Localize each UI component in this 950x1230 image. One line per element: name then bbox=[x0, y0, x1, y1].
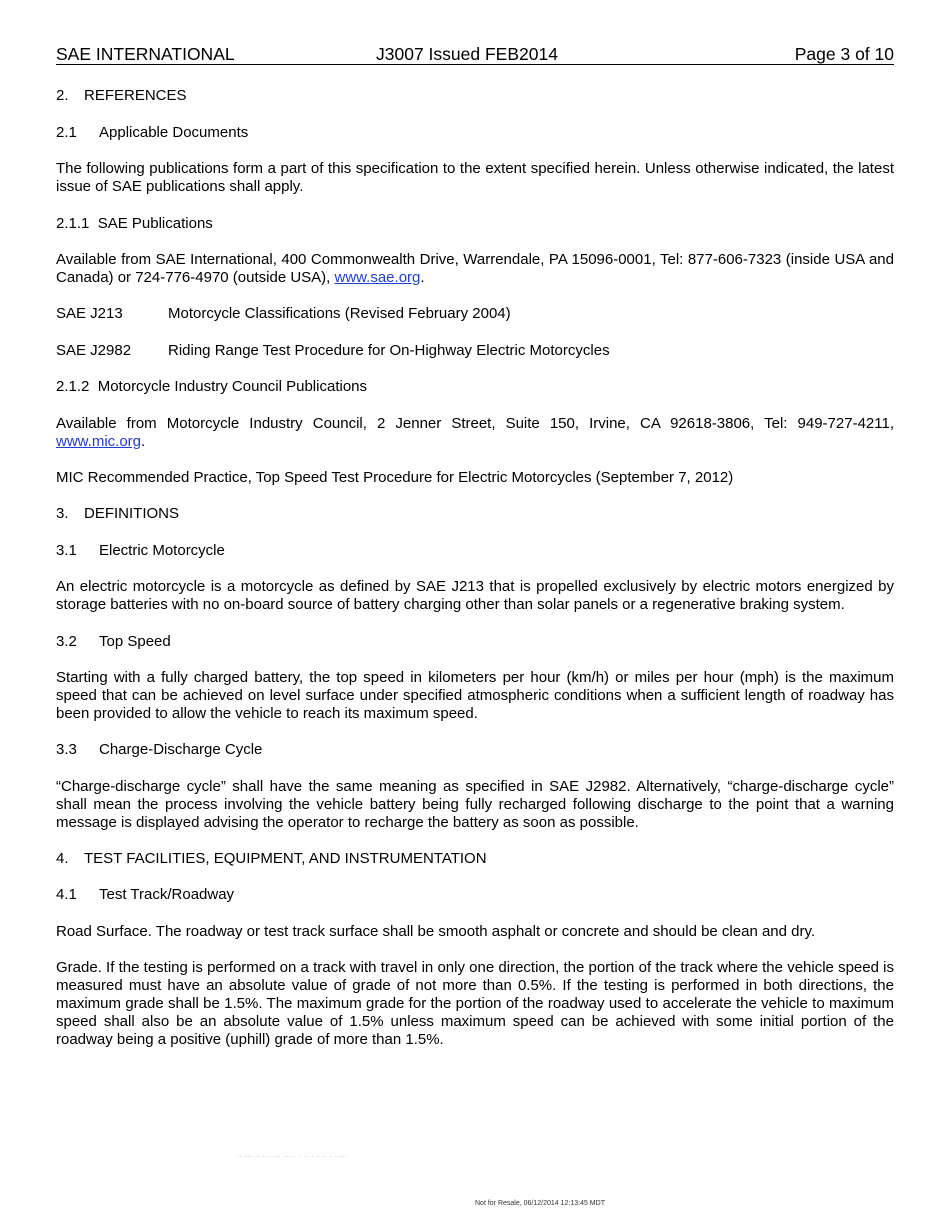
section-3-heading bbox=[56, 505, 179, 523]
header-page-number: Page 3 of 10 bbox=[794, 44, 894, 64]
section-2-1-2-heading bbox=[56, 378, 367, 396]
footer-watermark: -- --- -- ---- -- ----- - -- - - -- - - --- bbox=[237, 1154, 349, 1160]
section-3-3-heading bbox=[56, 741, 262, 759]
section-title: TEST FACILITIES, EQUIPMENT, AND INSTRUMENTATION bbox=[84, 850, 487, 867]
section-number: 2.1.2 bbox=[56, 378, 90, 395]
section-number: 3.3 bbox=[56, 741, 77, 758]
section-title: Applicable Documents bbox=[99, 124, 249, 141]
section-2-1-2-body bbox=[56, 415, 894, 451]
section-3-2-heading bbox=[56, 633, 171, 651]
section-3-1-heading bbox=[56, 542, 225, 560]
mic-website-link[interactable]: www.mic.org bbox=[56, 433, 142, 450]
grade-paragraph: Grade. If the testing is performed on a track with travel in only one direction, the portion of the track where the vehicle speed is measured must have an absolute value of grade of not more than 0.5%. If the testing is performed in both directions, the maximum grade shall be 1.5%. The maximum grade for the portion of the roadway used to accelerate the vehicle to maximum speed shall also be an absolute value of 1.5% unless maximum speed can be achieved with some initial portion of the roadway being a positive (uphill) grade of more than 1.5%. bbox=[56, 959, 894, 1048]
body-text-end: . bbox=[420, 269, 425, 286]
body-text: Available from Motorcycle Industry Council, 2 Jenner Street, Suite 150, Irvine, CA 92618-3806, Tel: 949-727-4211, bbox=[56, 415, 894, 432]
section-3-3-body: “Charge-discharge cycle” shall have the same meaning as specified in SAE J2982. Alternatively, “charge-discharge cycle” shall mean the process involving the vehicle battery being fully recharged following discharge to the point that a warning message is displayed advising the operator to recharge the battery as soon as possible. bbox=[56, 778, 894, 831]
section-4-1-heading bbox=[56, 886, 234, 904]
section-title: Charge-Discharge Cycle bbox=[99, 741, 263, 758]
section-number: 3.2 bbox=[56, 633, 77, 650]
section-number: 4. bbox=[56, 850, 69, 867]
header-org: SAE INTERNATIONAL bbox=[56, 44, 235, 64]
reference-sae-j2982 bbox=[56, 342, 610, 360]
section-title: REFERENCES bbox=[84, 87, 187, 104]
page-header bbox=[56, 44, 894, 65]
section-3-1-body: An electric motorcycle is a motorcycle as defined by SAE J213 that is propelled exclusively by electric motors energized by storage batteries with no on-board source of battery charging other than solar panels or a regenerative braking system. bbox=[56, 578, 894, 613]
section-2-1-heading bbox=[56, 124, 248, 142]
section-number: 3. bbox=[56, 505, 69, 522]
section-2-1-1-heading bbox=[56, 215, 213, 233]
mic-reference: MIC Recommended Practice, Top Speed Test Procedure for Electric Motorcycles (September 7, 2012) bbox=[56, 469, 734, 486]
section-title: Top Speed bbox=[99, 633, 171, 650]
section-number: 2.1.1 bbox=[56, 215, 90, 232]
reference-code: SAE J213 bbox=[56, 305, 123, 322]
section-title: DEFINITIONS bbox=[84, 505, 180, 522]
section-2-1-1-body bbox=[56, 251, 894, 287]
section-2-1-body: The following publications form a part of this specification to the extent specified herein. Unless otherwise indicated, the latest issue of SAE publications shall apply. bbox=[56, 160, 894, 195]
section-number: 2. bbox=[56, 87, 69, 104]
reference-sae-j213 bbox=[56, 305, 511, 323]
section-title: Electric Motorcycle bbox=[99, 542, 225, 559]
sae-website-link[interactable]: www.sae.org bbox=[334, 269, 421, 286]
section-2-heading bbox=[56, 87, 187, 105]
header-doc-id: J3007 Issued FEB2014 bbox=[376, 44, 558, 64]
reference-code: SAE J2982 bbox=[56, 342, 132, 359]
reference-title: Riding Range Test Procedure for On-Highway Electric Motorcycles bbox=[168, 342, 610, 359]
section-3-2-body: Starting with a fully charged battery, the top speed in kilometers per hour (km/h) or miles per hour (mph) is the maximum speed that can be achieved on level surface under specified atmospheric conditions when a sufficient length of roadway has been provided to allow the vehicle to reach its maximum speed. bbox=[56, 669, 894, 722]
section-4-heading bbox=[56, 850, 487, 868]
footer-resale-notice: Not for Resale, 06/12/2014 12:13:45 MDT bbox=[475, 1200, 605, 1207]
reference-title: Motorcycle Classifications (Revised February 2004) bbox=[168, 305, 511, 322]
section-title: Test Track/Roadway bbox=[99, 886, 235, 903]
section-number: 4.1 bbox=[56, 886, 77, 903]
section-title: SAE Publications bbox=[97, 215, 213, 232]
body-text-end: . bbox=[141, 433, 146, 450]
road-surface-paragraph: Road Surface. The roadway or test track surface shall be smooth asphalt or concrete and should be clean and dry. bbox=[56, 923, 816, 940]
section-number: 2.1 bbox=[56, 124, 77, 141]
section-title: Motorcycle Industry Council Publications bbox=[97, 378, 368, 395]
body-text: Available from SAE International, 400 Commonwealth Drive, Warrendale, PA 15096-0001, Tel: 877-606-7323 (inside USA and Canada) or 724-776-4970 (outside USA), bbox=[56, 251, 894, 286]
section-number: 3.1 bbox=[56, 542, 77, 559]
